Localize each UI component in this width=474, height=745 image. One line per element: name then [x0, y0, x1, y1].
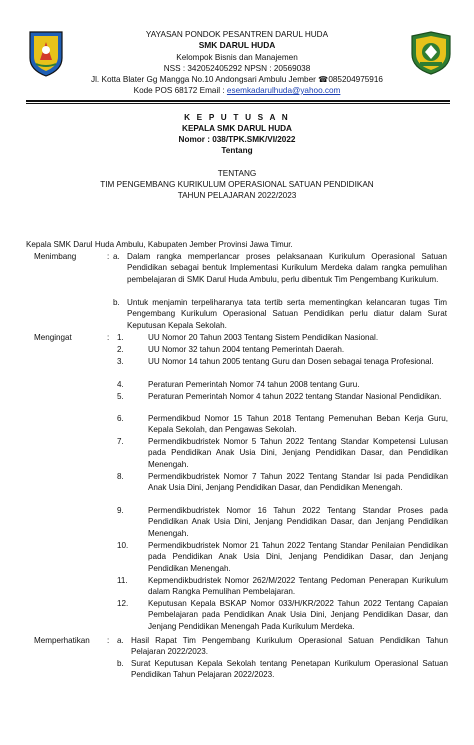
mengingat-marker: 7. — [117, 437, 124, 446]
memperhatikan-label: Memperhatikan — [34, 636, 90, 645]
mengingat-item: UU Nomor 20 Tahun 2003 Tentang Sistem Pendidikan Nasional. — [148, 333, 379, 342]
school-name: SMK DARUL HUDA — [198, 40, 276, 50]
postal-code: Kode POS 68172 Email : — [133, 86, 227, 95]
mengingat-marker: 8. — [117, 472, 124, 481]
mengingat-item: UU Nomor 14 tahun 2005 tentang Guru dan Dosen sebagai tenaga Profesional. — [148, 357, 434, 366]
mengingat-item: Permendikbudristek Nomor 16 Tahun 2022 Tentang Standar Proses pada Pendidikan Anak Usia Dini, Jenjang Pendidikan Dasar, dan Jenjang Pendidikan Menengah. — [148, 506, 448, 538]
school-address: Jl. Kotta Blater Gg Mangga No.10 Andongsari Ambulu Jember ☎085204975916 — [91, 75, 383, 84]
mengingat-marker: 12. — [117, 599, 129, 608]
memperhatikan-marker: a. — [117, 636, 124, 645]
letterhead-rule-thin — [26, 103, 450, 104]
menimbang-marker: a. — [113, 252, 120, 261]
mengingat-item: Permendikbudristek Nomor 5 Tahun 2022 Tentang Standar Kompetensi Lulusan pada Pendidikan Anak Usia Dini, Jenjang Pendidikan Dasar, dan Pendidikan Menengah. — [148, 437, 448, 469]
memperhatikan-marker: b. — [117, 659, 124, 668]
mengingat-marker: 10. — [117, 541, 129, 550]
memperhatikan-item: Hasil Rapat Tim Pengembang Kurikulum Operasional Satuan Pendidikan Tahun Pelajaran 2022/2023. — [131, 636, 448, 657]
subject-label: TENTANG — [217, 169, 257, 178]
subject-line-1: TIM PENGEMBANG KURIKULUM OPERASIONAL SATUAN PENDIDIKAN — [100, 180, 374, 189]
mengingat-marker: 1. — [117, 333, 124, 342]
menimbang-label: Menimbang — [34, 252, 77, 261]
program-name: Kelompok Bisnis dan Manajemen — [176, 53, 298, 62]
subject-line-2: TAHUN PELAJARAN 2022/2023 — [177, 191, 297, 200]
menimbang-item: Dalam rangka memperlancar proses pelaksanaan Kurikulum Operasional Satuan Pendidikan sebagai bentuk Implementasi Kurikulum Merdeka dalam rangka pemulihan pembelajaran di SMK Darul Huda Ambulu, perlu dibentuk Tim Pengembang Kurikulum. — [127, 252, 447, 284]
opening-statement: Kepala SMK Darul Huda Ambulu, Kabupaten Jember Provinsi Jawa Timur. — [26, 240, 293, 249]
mengingat-marker: 11. — [117, 576, 128, 585]
menimbang-colon: : — [107, 252, 110, 261]
decree-heading: K E P U T U S A N — [184, 113, 290, 122]
mengingat-item: Peraturan Pemerintah Nomor 74 tahun 2008 tentang Guru. — [148, 380, 360, 389]
mengingat-marker: 2. — [117, 345, 124, 354]
mengingat-item: Kepmendikbudristek Nomor 262/M/2022 Tentang Pedoman Penerapan Kurikulum dalam Rangka Pemulihan Pembelajaran. — [148, 576, 448, 597]
decree-number: Nomor : 038/TPK.SMK/VI/2022 — [178, 135, 296, 144]
school-ids: NSS : 342052405292 NPSN : 20569038 — [163, 64, 311, 73]
decree-issuer: KEPALA SMK DARUL HUDA — [182, 124, 292, 133]
letterhead-rule — [26, 100, 450, 102]
email-link[interactable]: esemkadarulhuda@yahoo.com — [226, 86, 341, 95]
postal-email-line — [0, 85, 474, 96]
memperhatikan-colon: : — [107, 636, 110, 645]
mengingat-item: Permendikbud Nomor 15 Tahun 2018 Tentang Pemenuhan Beban Kerja Guru, Kepala Sekolah, dan Pengawas Sekolah. — [148, 414, 448, 435]
mengingat-marker: 5. — [117, 392, 124, 401]
mengingat-marker: 9. — [117, 506, 124, 515]
mengingat-label: Mengingat — [34, 333, 72, 342]
menimbang-marker: b. — [113, 298, 120, 307]
mengingat-item: Permendikbudristek Nomor 21 Tahun 2022 Tentang Standar Penilaian Pendidikan pada Pendidikan Anak Usia Dini, Jenjang Pendidikan Dasar, dan Jenjang Pendidikan Menengah. — [148, 541, 448, 573]
foundation-name: YAYASAN PONDOK PESANTREN DARUL HUDA — [145, 30, 329, 39]
mengingat-item: Peraturan Pemerintah Nomor 4 tahun 2022 tentang Standar Nasional Pendidikan. — [148, 392, 442, 401]
memperhatikan-item: Surat Keputusan Kepala Sekolah tentang Penetapan Kurikulum Operasional Satuan Pendidikan Tahun Pelajaran 2022/2023. — [131, 659, 448, 680]
mengingat-marker: 6. — [117, 414, 124, 423]
mengingat-item: Keputusan Kepala BSKAP Nomor 033/H/KR/2022 Tahun 2022 Tentang Capaian Pembelajaran pada Pendidikan Anak Usia Dini, Jenjang Pendidikan Dasar, dan Jenjang Pendidikan Menengah Pada Kurikulum Merdeka. — [148, 599, 448, 631]
decree-tentang: Tentang — [221, 146, 253, 155]
mengingat-item: Permendikbudristek Nomor 7 Tahun 2022 Tentang Standar Isi pada Pendidikan Anak Usia Dini, Jenjang Pendidikan Dasar, dan Pendidikan Menengah. — [148, 472, 448, 493]
mengingat-marker: 4. — [117, 380, 124, 389]
mengingat-colon: : — [107, 333, 110, 342]
mengingat-marker: 3. — [117, 357, 124, 366]
menimbang-item: Untuk menjamin terpeliharanya tata tertib serta mementingkan kelancaran tugas Tim Pengembang Kurikulum Operasional Satuan Pendidikan perlu diatur dalam Surat Keputusan Kepala Sekolah. — [127, 298, 447, 330]
mengingat-item: UU Nomor 32 tahun 2004 tentang Pemerintah Daerah. — [148, 345, 345, 354]
